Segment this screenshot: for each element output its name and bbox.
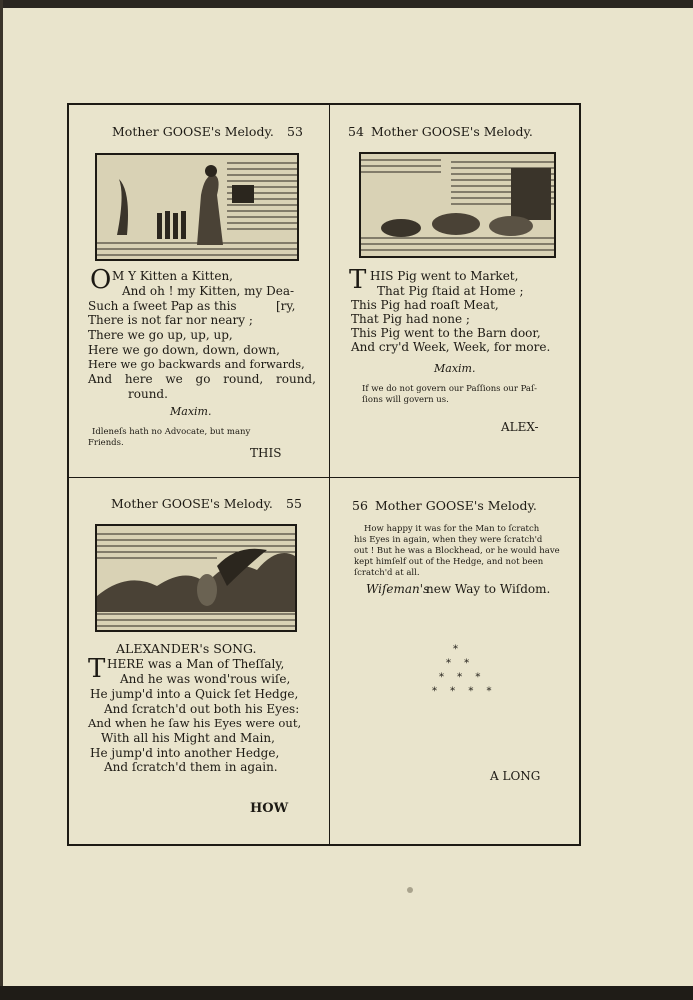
page-number: 54 — [348, 124, 364, 139]
page-number: 53 — [287, 124, 303, 139]
verse-line: HERE was a Man of Theſſaly, — [107, 657, 285, 671]
verse-line: round. — [128, 387, 168, 401]
verse-line: With all his Might and Main, — [101, 731, 275, 745]
prose-line: kept himſelf out of the Hedge, and not been — [354, 557, 544, 567]
verse-line: He jump'd into a Quick ſet Hedge, — [90, 687, 299, 701]
verse-line: And oh ! my Kitten, my Dea- — [122, 284, 295, 298]
maxim-text: If we do not govern our Paſſions our Paſ- — [362, 384, 538, 394]
verse-line: HIS Pig went to Market, — [370, 269, 519, 283]
prose-line: his Eyes in again, when they were ſcratch'd — [354, 535, 543, 545]
verse-line: That Pig ſtaid at Home ; — [377, 284, 524, 298]
catchword: ALEX- — [501, 420, 539, 434]
verse-line: [ry, — [276, 299, 296, 313]
ornament-row: * — [453, 644, 463, 655]
verse-line: M Y Kitten a Kitten, — [112, 269, 233, 283]
maxim-text: Idleneſs hath no Advocate, but many — [92, 427, 251, 437]
verse-line: This Pig went to the Barn door, — [351, 326, 541, 340]
running-header: Mother GOOSE's Melody. — [112, 124, 274, 139]
vertical-divider — [329, 103, 330, 846]
verse-line: There we go up, up, up, — [88, 328, 233, 342]
paper-blemish — [407, 887, 413, 893]
maxim-label: Maxim. — [170, 405, 212, 418]
ornament-row: * * * * — [432, 686, 497, 697]
verse-line: And when he ſaw his Eyes were out, — [88, 716, 302, 730]
scan-left-edge — [0, 0, 3, 1000]
verse-line: And ſcratch'd out both his Eyes: — [104, 702, 300, 716]
verse-line: There is not far nor neary ; — [88, 313, 253, 327]
scan-bottom-edge — [0, 986, 693, 1000]
page-number: 56 — [352, 498, 368, 513]
prose-line: out ! But he was a Blockhead, or he would have — [354, 546, 560, 556]
verse-line: Here we go down, down, down, — [88, 343, 280, 357]
ornament-row: * * * — [439, 672, 486, 683]
woodcut-kitten-illustration — [95, 153, 299, 261]
scan-top-edge — [0, 0, 693, 8]
ornament-row: * * — [446, 658, 475, 669]
drop-cap: O — [90, 265, 112, 295]
woodcut-pig-illustration — [359, 152, 556, 258]
verse-line: And he was wond'rous wiſe, — [120, 672, 291, 686]
drop-cap: T — [88, 654, 106, 684]
verse-line: This Pig had roaſt Meat, — [351, 298, 499, 312]
verse-line: Such a ſweet Pap as this — [88, 299, 237, 313]
prose-line: ſcratch'd at all. — [354, 568, 420, 578]
drop-cap: T — [349, 265, 367, 295]
catchword: A LONG — [490, 769, 541, 783]
running-header: Mother GOOSE's Melody. — [375, 498, 537, 513]
catchword: THIS — [250, 446, 282, 460]
running-header: Mother GOOSE's Melody. — [371, 124, 533, 139]
catchword: HOW — [250, 801, 289, 816]
prose-line: How happy it was for the Man to ſcratch — [364, 524, 540, 534]
maxim-text: ſions will govern us. — [362, 395, 449, 405]
maxim-text: Friends. — [88, 438, 124, 448]
verse-line: That Pig had none ; — [351, 312, 470, 326]
horizontal-divider — [67, 477, 581, 478]
verse-line: And ſcratch'd them in again. — [104, 760, 278, 774]
attribution-text: new Way to Wiſdom. — [426, 582, 551, 596]
woodcut-hedge-illustration — [95, 524, 297, 632]
song-title: ALEXANDER's SONG. — [116, 641, 257, 656]
verse-line: And here we go round, round, — [88, 372, 316, 386]
verse-line: And cry'd Week, Week, for more. — [351, 340, 551, 354]
verse-line: Here we go backwards and forwards, — [88, 357, 305, 371]
verse-line: He jump'd into another Hedge, — [90, 746, 280, 760]
attribution-name: Wiſeman's — [366, 582, 430, 596]
running-header: Mother GOOSE's Melody. — [111, 496, 273, 511]
page-number: 55 — [286, 496, 302, 511]
maxim-label: Maxim. — [434, 362, 476, 375]
